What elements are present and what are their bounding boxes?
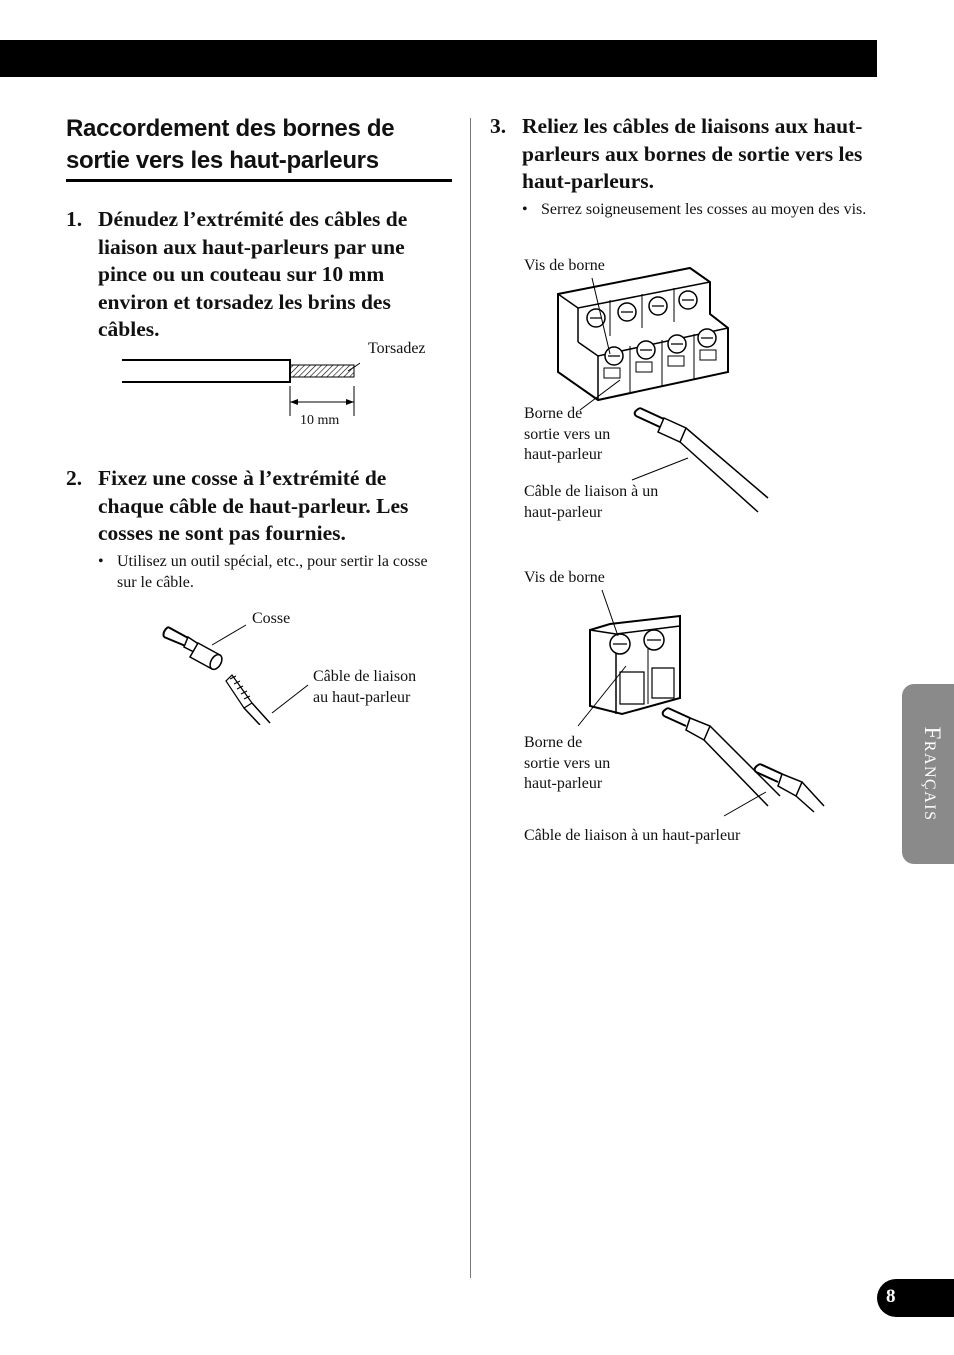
step-3-bullet-text: Serrez soigneusement les cosses au moyen des vis. — [541, 201, 867, 218]
section-title — [66, 113, 452, 177]
section-title-line-1: Raccordement des bornes de — [66, 115, 395, 142]
terminal-pair-output-label: Borne de sortie vers un haut-parleur — [524, 734, 611, 792]
header-bar — [0, 40, 877, 77]
title-underline — [66, 179, 452, 182]
page-number-badge — [877, 1279, 954, 1317]
step-2 — [66, 465, 438, 548]
lug-cable-label: Câble de liaison au haut-parleur — [313, 668, 417, 706]
lug-figure — [160, 615, 310, 725]
section-title-line-2: sortie vers les haut-parleurs — [66, 147, 379, 174]
terminal-pair-screw-label: Vis de borne — [524, 569, 605, 586]
step-3 — [490, 113, 870, 196]
page-number: 8 — [886, 1286, 896, 1307]
step-2-number: 2. — [66, 466, 83, 490]
bullet-dot: • — [522, 201, 528, 218]
step-1 — [66, 206, 438, 344]
lug-label: Cosse — [252, 610, 291, 627]
step-1-number: 1. — [66, 207, 83, 231]
step-2-bullet — [98, 552, 443, 593]
bullet-dot: • — [98, 553, 104, 570]
step-3-text: Reliez les câbles de liaisons aux haut-parleurs aux bornes de sortie vers les haut-parleurs. — [522, 114, 863, 193]
language-label: Français — [920, 726, 945, 822]
terminal-block-cable-label: Câble de liaison à un haut-parleur — [524, 483, 659, 521]
twist-label: Torsadez — [368, 340, 426, 357]
step-1-text: Dénudez l’extrémité des câbles de liaison aux haut-parleurs par une pince ou un couteau sur 10 mm environ et torsadez les brins des câbles. — [98, 207, 408, 341]
language-tab — [902, 684, 954, 864]
terminal-block-output-label: Borne de sortie vers un haut-parleur — [524, 405, 611, 463]
step-2-text: Fixez une cosse à l’extrémité de chaque câble de haut-parleur. Les cosses ne sont pas fournies. — [98, 466, 409, 545]
terminal-block-screw-label: Vis de borne — [524, 257, 605, 274]
step-3-number: 3. — [490, 114, 507, 138]
terminal-pair-cable-label: Câble de liaison à un haut-parleur — [524, 827, 741, 844]
step-3-bullet — [522, 200, 867, 221]
step-2-bullet-text: Utilisez un outil spécial, etc., pour sertir la cosse sur le câble. — [117, 553, 428, 591]
column-divider — [470, 118, 471, 1278]
length-label: 10 mm — [300, 413, 340, 428]
